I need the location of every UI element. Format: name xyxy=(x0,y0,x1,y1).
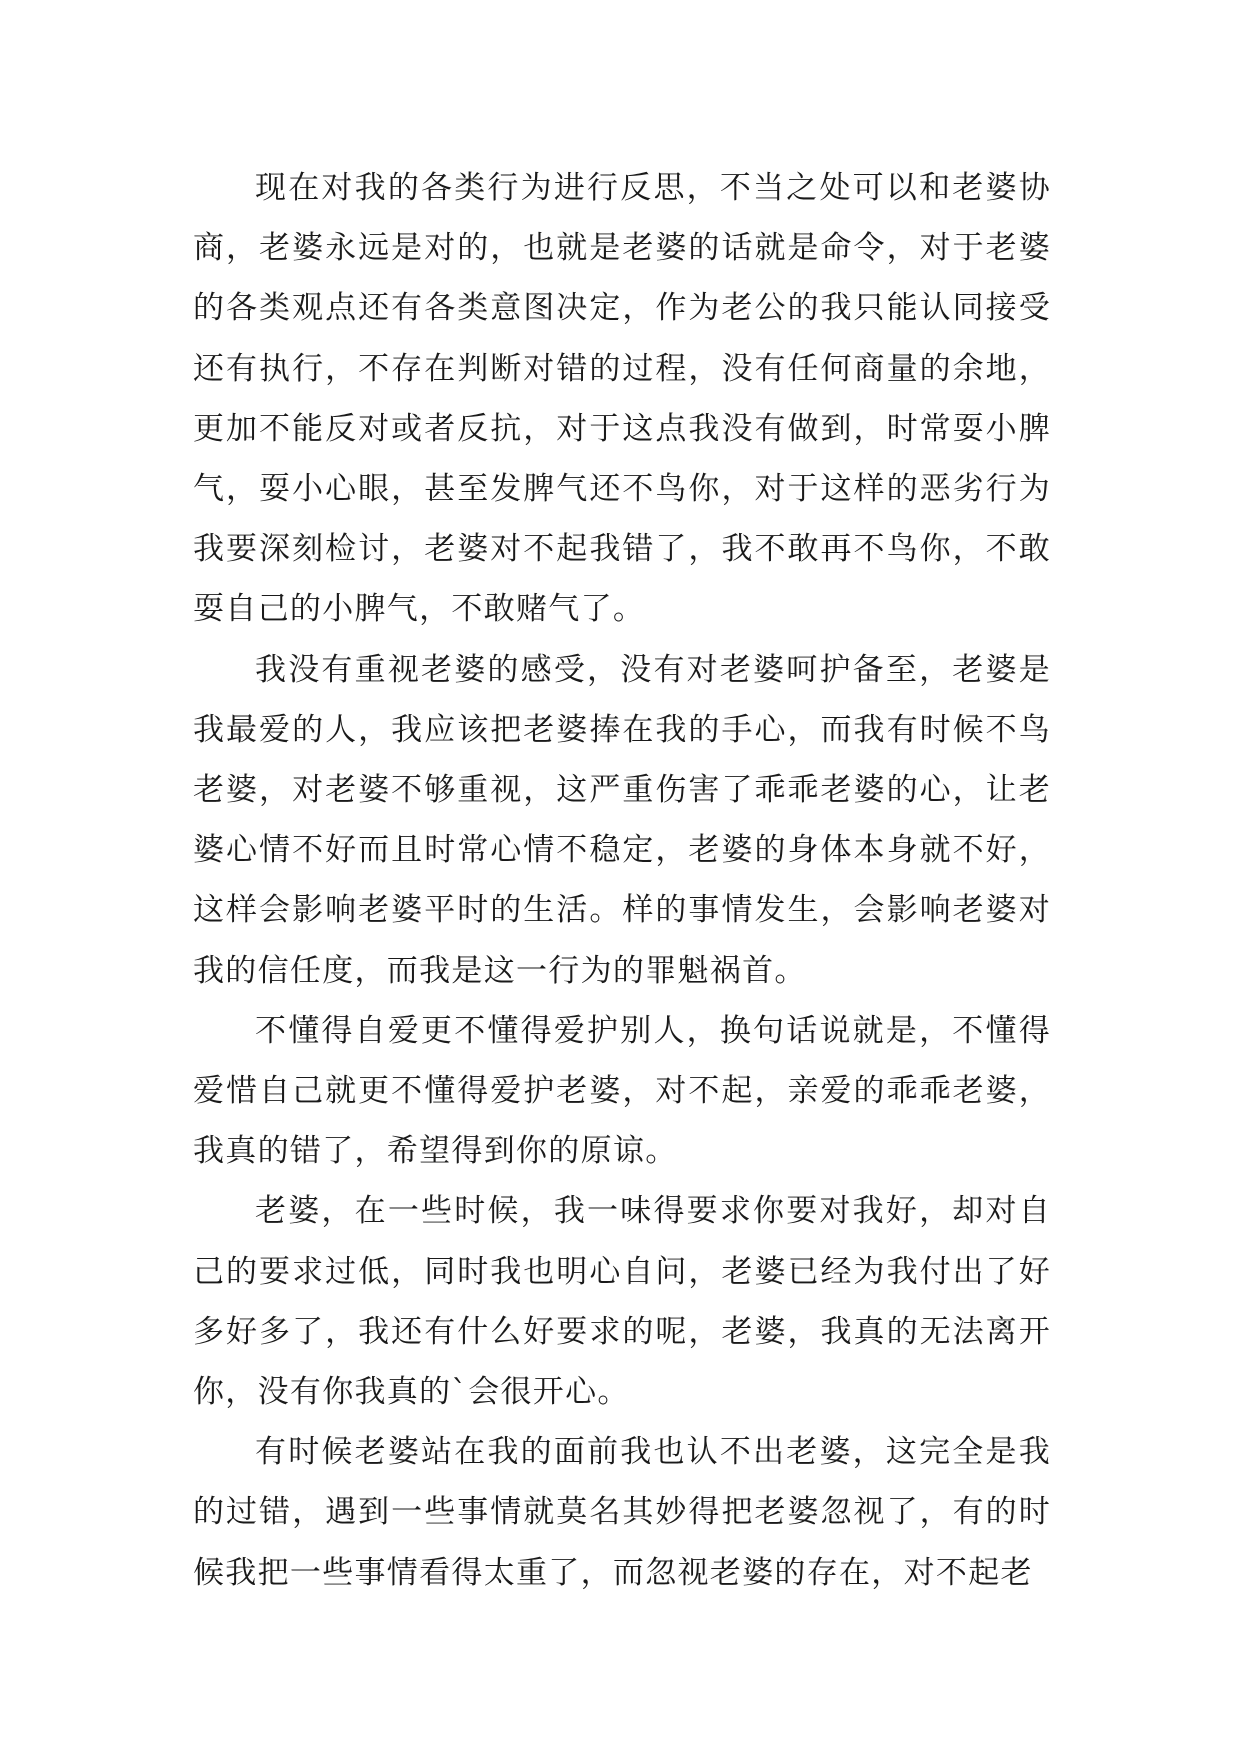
paragraph-4: 老婆，在一些时候，我一味得要求你要对我好，却对自己的要求过低，同时我也明心自问，老婆已经为我付出了好多好多了，我还有什么好要求的呢，老婆，我真的无法离开你，没有你我真的`会很开心。 xyxy=(193,1193,1051,1411)
document-body xyxy=(193,158,1051,1603)
paragraph-1: 现在对我的各类行为进行反思，不当之处可以和老婆协商，老婆永远是对的，也就是老婆的话就是命令，对于老婆的各类观点还有各类意图决定，作为老公的我只能认同接受还有执行，不存在判断对错的过程，没有任何商量的余地，更加不能反对或者反抗，对于这点我没有做到，时常耍小脾气，耍小心眼，甚至发脾气还不鸟你，对于这样的恶劣行为我要深刻检讨，老婆对不起我错了，我不敢再不鸟你，不敢耍自己的小脾气，不敢赌气了。 xyxy=(193,170,1051,628)
paragraph-5: 有时候老婆站在我的面前我也认不出老婆，这完全是我的过错，遇到一些事情就莫名其妙得把老婆忽视了，有的时候我把一些事情看得太重了，而忽视老婆的存在，对不起老 xyxy=(193,1434,1051,1591)
paragraph-3: 不懂得自爱更不懂得爱护别人，换句话说就是，不懂得爱惜自己就更不懂得爱护老婆，对不起，亲爱的乖乖老婆，我真的错了，希望得到你的原谅。 xyxy=(193,1012,1051,1170)
paragraph-2: 我没有重视老婆的感受，没有对老婆呵护备至，老婆是我最爱的人，我应该把老婆捧在我的手心，而我有时候不鸟老婆，对老婆不够重视，这严重伤害了乖乖老婆的心，让老婆心情不好而且时常心情不稳定，老婆的身体本身就不好，这样会影响老婆平时的生活。样的事情发生，会影响老婆对我的信任度，而我是这一行为的罪魁祸首。 xyxy=(193,651,1051,989)
